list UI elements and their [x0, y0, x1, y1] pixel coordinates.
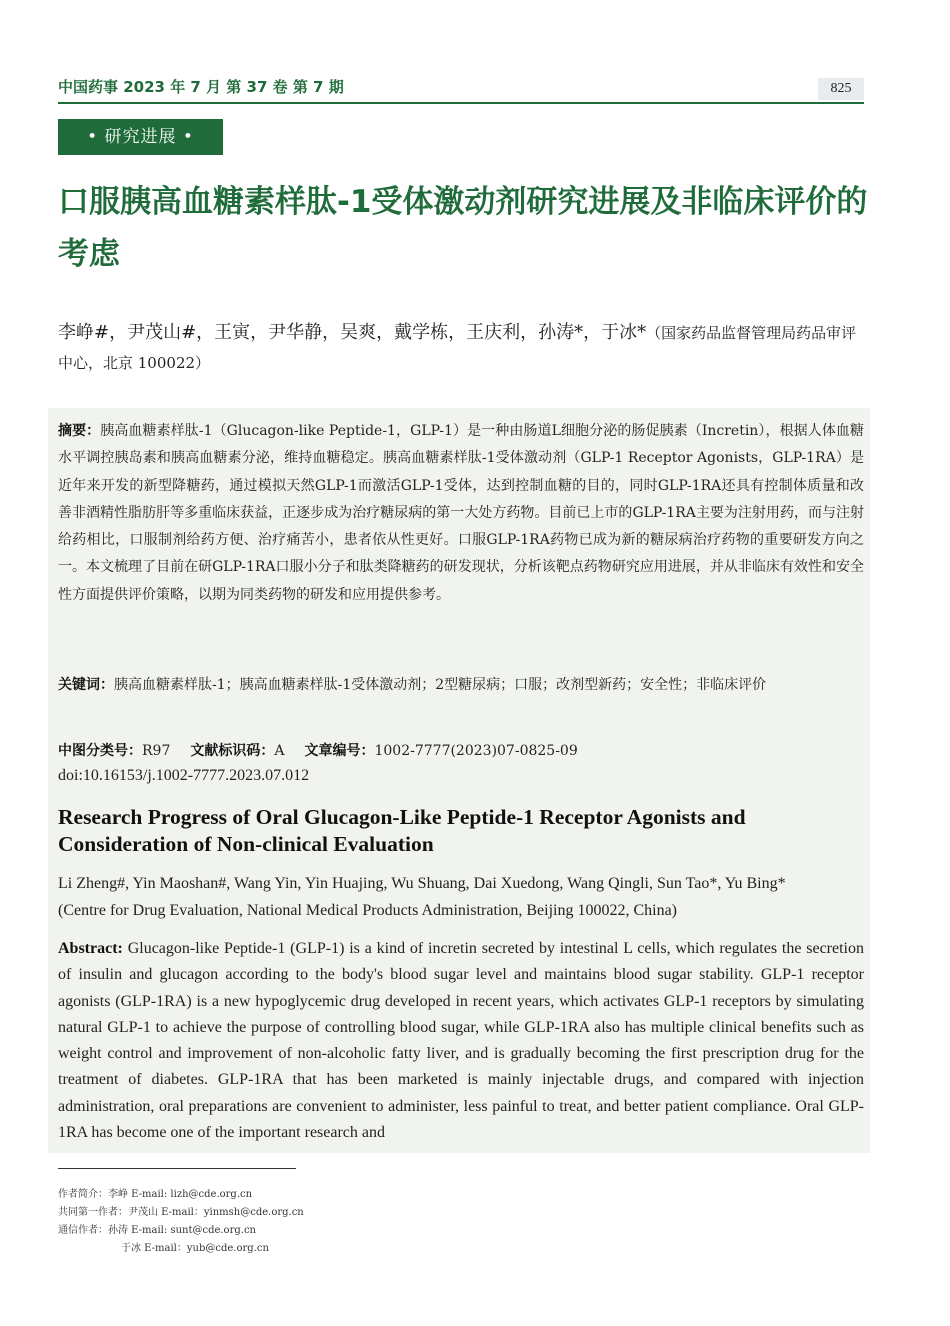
footnote-corresponding-author-2: 于冰 E-mail：yub@cde.org.cn: [121, 1243, 269, 1254]
chinese-abstract: [58, 418, 864, 609]
section-tag: • 研究进展 •: [58, 119, 223, 155]
journal-citation: 中国药事 2023 年 7 月 第 37 卷 第 7 期: [58, 78, 344, 96]
doc-code-value: A: [274, 743, 285, 759]
footnote-author-intro: 作者简介：李峥 E-mail: lizh@cde.org.cn: [58, 1189, 253, 1200]
english-authors: [58, 870, 868, 924]
chinese-abstract-label: 摘要：: [58, 423, 101, 439]
chinese-affiliation: （国家药品监督管理局药品审评中心，北京 100022）: [58, 324, 857, 372]
english-title: Research Progress of Oral Glucagon-Like Peptide-1 Receptor Agonists and Consideration of Non-clinical Evaluation: [58, 805, 746, 856]
clc-value: R97: [142, 743, 171, 759]
chinese-keywords-text: 胰高血糖素样肽-1；胰高血糖素样肽-1受体激动剂；2型糖尿病；口服；改剂型新药；安全性；非临床评价: [114, 677, 767, 693]
chinese-title: 口服胰高血糖素样肽-1受体激动剂研究进展及非临床评价的考虑: [58, 184, 868, 272]
chinese-abstract-text: 胰高血糖素样肽-1（Glucagon-like Peptide-1，GLP-1）是一种由肠道L细胞分泌的肠促胰素（Incretin），根据人体血糖水平调控胰岛素和胰高血糖素分泌，维持血糖稳定。胰高血糖素样肽-1受体激动剂（GLP-1 Receptor Agonists，GLP-1RA）是近年来开发的新型降糖药，通过模拟天然GLP-1而激活GLP-1受体，达到控制血糖的目的，同时GLP-1RA还具有控制体质量和改善非酒精性脂肪肝等多重临床获益，正逐步成为治疗糖尿病的第一大处方药物。目前已上市的GLP-1RA主要为注射用药，而与注射给药相比，口服制剂给药方便、治疗痛苦小，患者依从性更好。口服GLP-1RA药物已成为新的糖尿病治疗药物的重要研发方向之一。本文梳理了目前在研GLP-1RA口服小分子和肽类降糖药的研发现状，分析该靶点药物研究应用进展，并从非临床有效性和安全性方面提供评价策略，以期为同类药物的研发和应用提供参考。: [58, 423, 864, 603]
page-number: 825: [818, 78, 864, 100]
english-abstract-label: Abstract:: [58, 940, 123, 957]
article-number-value: 1002-7777(2023)07-0825-09: [374, 743, 578, 759]
footnotes: [58, 1186, 658, 1258]
running-header: [58, 74, 864, 104]
doc-code-label: 文献标识码：: [190, 743, 275, 759]
chinese-authors: [58, 318, 868, 378]
footnote-corresponding-author: 通信作者：孙涛 E-mail: sunt@cde.org.cn: [58, 1225, 256, 1236]
english-author-names: Li Zheng#, Yin Maoshan#, Wang Yin, Yin Huajing, Wu Shuang, Dai Xuedong, Wang Qingli, Sun Tao*, Yu Bing*: [58, 875, 786, 892]
chinese-author-names: 李峥#，尹茂山#，王寅，尹华静，吴爽，戴学栋，王庆利，孙涛*，于冰*: [58, 322, 647, 343]
classification-line: [58, 738, 864, 764]
english-abstract-text: Glucagon-like Peptide-1 (GLP-1) is a kind of incretin secreted by intestinal L cells, which regulates the secretion of insulin and glucagon according to the body's blood sugar level and maintains blood sugar stability. GLP-1 receptor agonists (GLP-1RA) is a new hypoglycemic drug developed in recent years, which activates GLP-1 receptors by simulating natural GLP-1 to achieve the purpose of controlling blood sugar, while GLP-1RA also has multiple clinical benefits such as weight control and improvement of non-alcoholic fatty liver, and is gradually becoming the first prescription drug for the treatment of diabetes. GLP-1RA that has been marketed is mainly injectable drugs, and compared with injection administration, oral preparations are convenient to administer, less painful to treat, and better patient compliance. Oral GLP-1RA has become one of the important research and: [58, 940, 865, 1142]
clc-label: 中图分类号：: [58, 743, 142, 759]
chinese-keywords-label: 关键词：: [58, 677, 114, 693]
chinese-keywords: [58, 672, 864, 698]
doi[interactable]: doi:10.16153/j.1002-7777.2023.07.012: [58, 767, 310, 784]
footnote-co-first-author: 共同第一作者：尹茂山 E-mail：yinmsh@cde.org.cn: [58, 1207, 304, 1218]
english-affiliation: (Centre for Drug Evaluation, National Medical Products Administration, Beijing 100022, China): [58, 902, 677, 919]
english-abstract: [58, 936, 864, 1146]
article-number-label: 文章编号：: [304, 743, 375, 759]
footnote-divider: [58, 1168, 296, 1169]
